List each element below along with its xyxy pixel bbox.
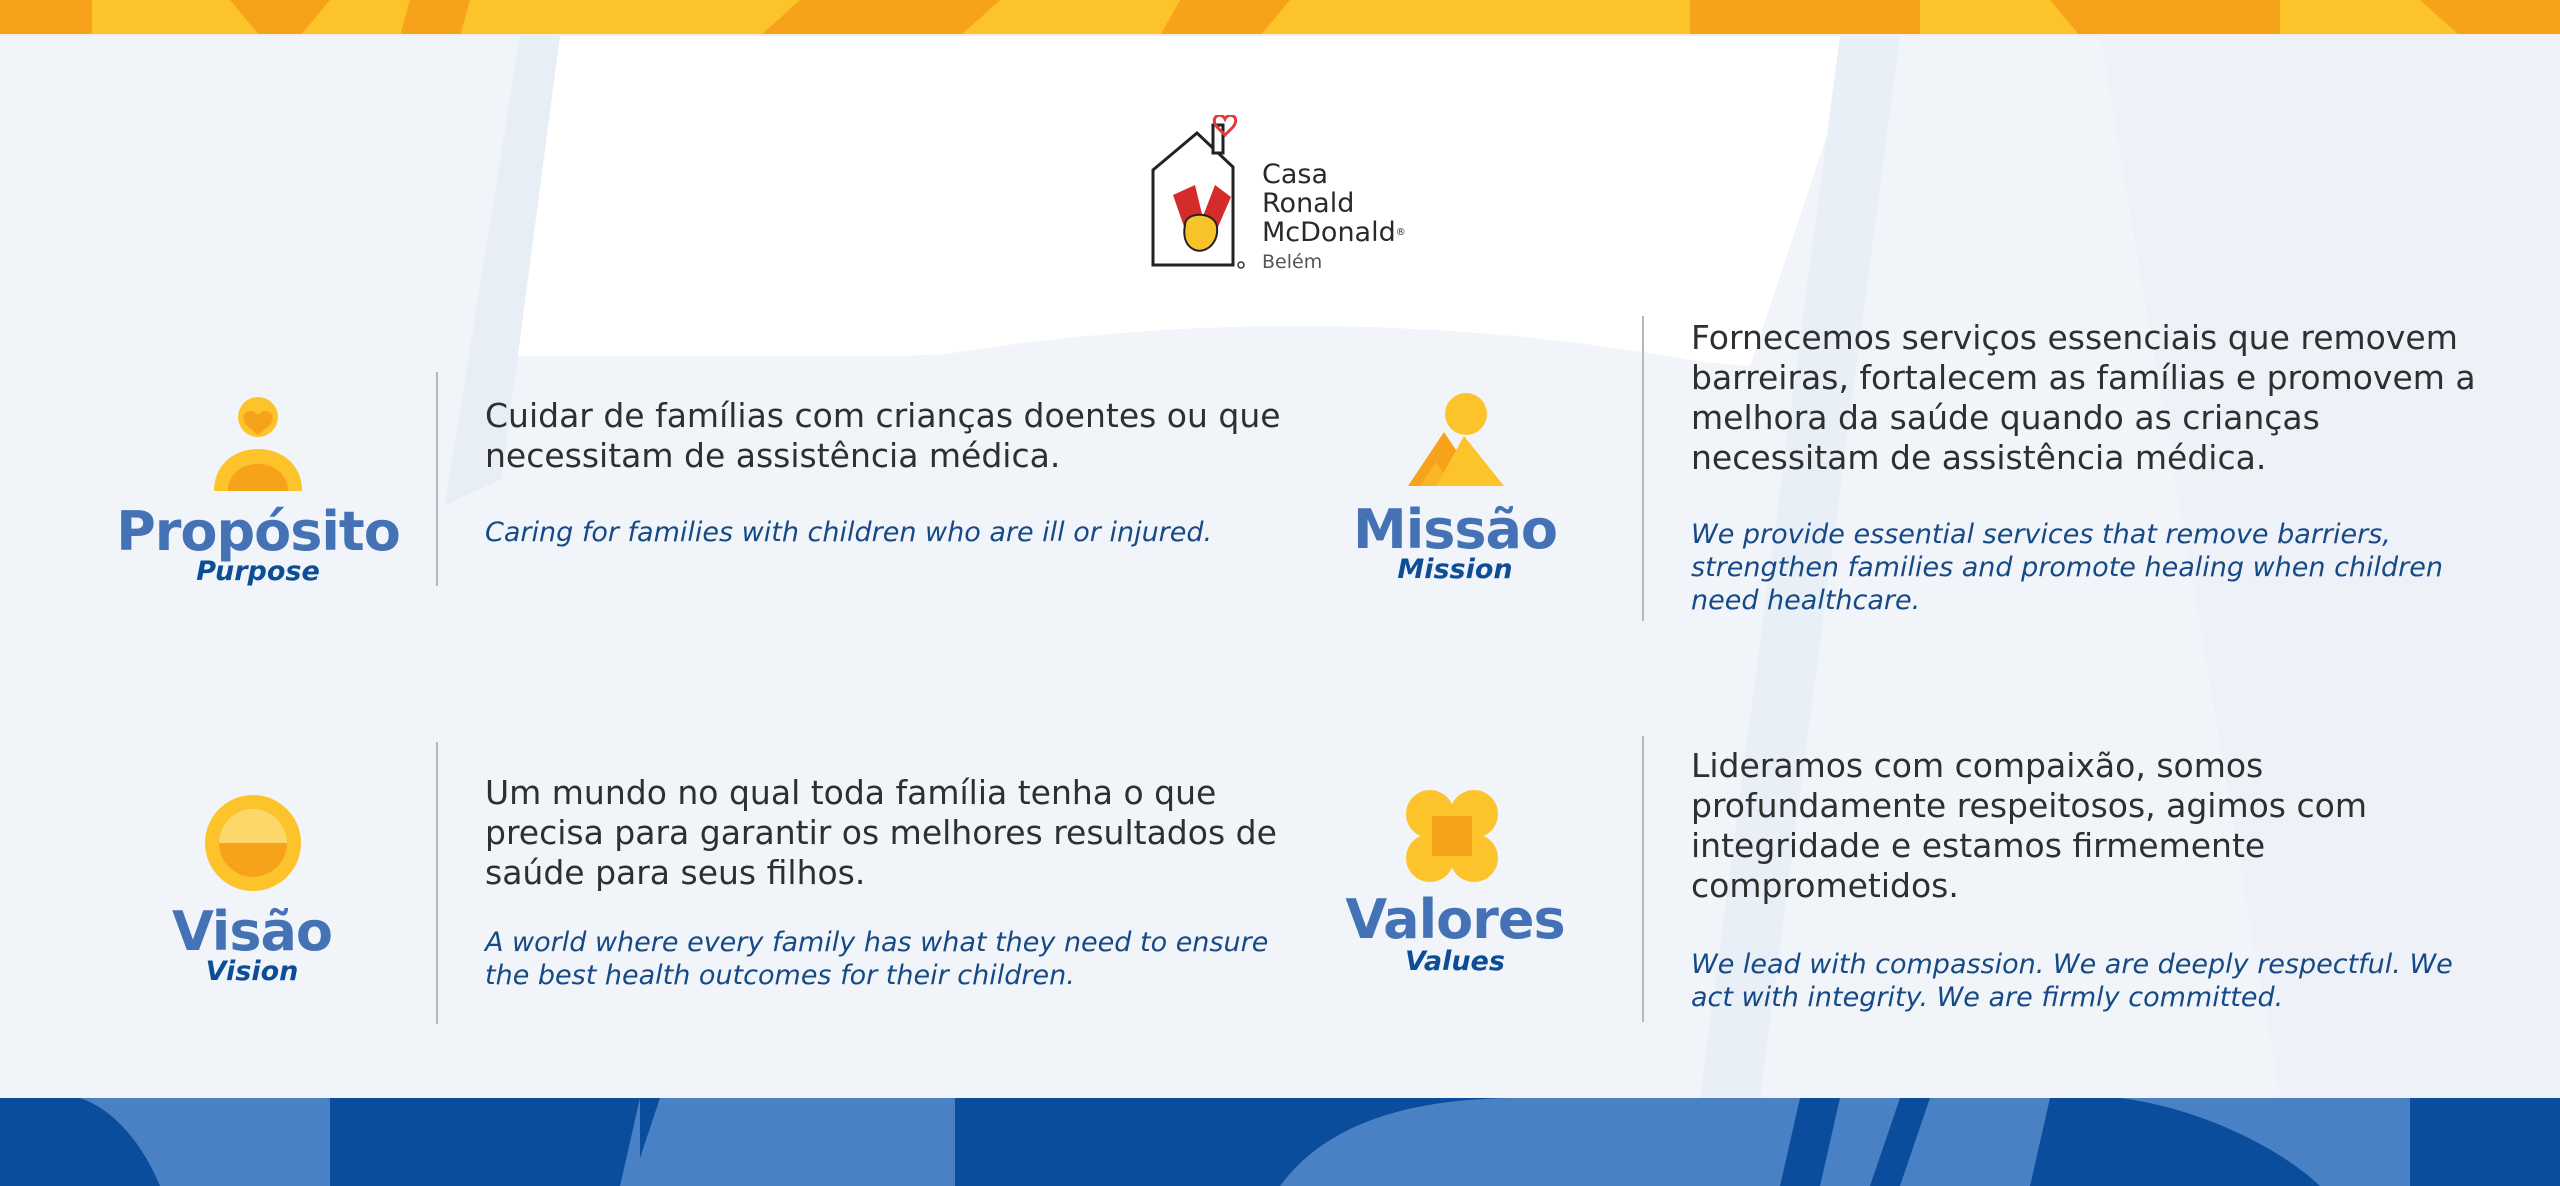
valores-subtitle: Values	[1405, 946, 1505, 977]
sun-mountains-icon	[1400, 392, 1504, 486]
flower-icon	[1404, 788, 1500, 884]
proposito-text-en: Caring for families with children who are ill or injured.	[485, 517, 1213, 548]
missao-subtitle: Mission	[1397, 554, 1513, 585]
logo-line-casa: Casa	[1262, 159, 1329, 190]
missao-text-pt: Fornecemos serviços essenciais que removem barreiras, fortalecem as famílias e promovem a melhora da saúde quando as crianças necessitam de assistência médica.	[1691, 318, 2476, 477]
visao-divider	[436, 742, 438, 1024]
house-hands-icon	[1153, 115, 1244, 268]
proposito-text-pt: Cuidar de famílias com crianças doentes ou que necessitam de assistência médica.	[485, 396, 1281, 475]
logo-line-ronald: Ronald	[1262, 188, 1355, 219]
proposito-title: Propósito	[116, 500, 400, 563]
valores-title: Valores	[1345, 888, 1565, 951]
proposito-subtitle: Purpose	[196, 556, 320, 587]
bottom-decorative-band	[0, 1098, 2560, 1186]
visao-subtitle: Vision	[205, 956, 299, 987]
person-heart-icon	[210, 395, 306, 491]
valores-text-pt: Lideramos com compaixão, somos profundamente respeitosos, agimos com integridade e estamos firmemente comprometidos.	[1691, 746, 2367, 905]
logo-line-mcdonald: McDonald®	[1262, 217, 1406, 248]
eye-circle-icon	[198, 795, 308, 891]
visao-title: Visão	[171, 900, 333, 963]
logo-city: Belém	[1262, 251, 1323, 273]
missao-text-en: We provide essential services that remove barriers, strengthen families and promote healing when children need healthcare.	[1691, 519, 2444, 616]
proposito-divider	[436, 372, 438, 586]
logo-text	[1262, 160, 1406, 273]
visao-text-en: A world where every family has what they need to ensure the best health outcomes for their children.	[485, 927, 1269, 991]
top-decorative-band	[0, 0, 2560, 36]
visao-text-pt: Um mundo no qual toda família tenha o que precisa para garantir os melhores resultados de saúde para seus filhos.	[485, 773, 1277, 892]
valores-text-en: We lead with compassion. We are deeply respectful. We act with integrity. We are firmly committed.	[1691, 949, 2453, 1013]
valores-divider	[1642, 736, 1644, 1022]
missao-title: Missão	[1352, 498, 1558, 561]
missao-divider	[1642, 316, 1644, 621]
